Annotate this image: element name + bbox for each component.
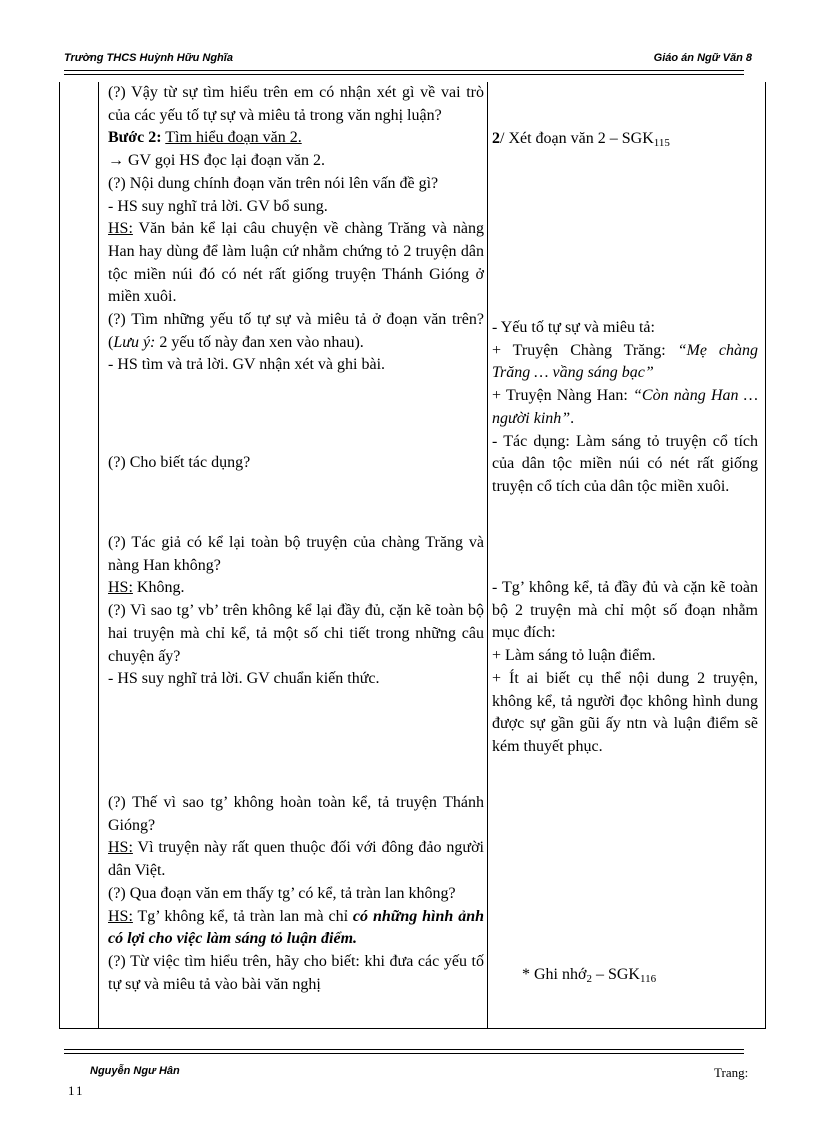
school-name: Trường THCS Huỳnh Hữu Nghĩa bbox=[64, 52, 233, 64]
memo-a: * Ghi nhớ bbox=[522, 966, 587, 983]
note-label: Lưu ý: bbox=[113, 333, 156, 351]
question-retell bbox=[108, 532, 484, 691]
step2-label: Bước 2: bbox=[108, 129, 162, 147]
paragraph-8: (?) Cho biết tác dụng? bbox=[108, 454, 251, 471]
hs-label-2: HS: bbox=[108, 579, 133, 597]
memo-line bbox=[492, 964, 758, 987]
section-2-title bbox=[492, 128, 758, 151]
paragraph-2: → GV gọi HS đọc lại đoạn văn 2. bbox=[108, 152, 326, 170]
hs-label-3: HS: bbox=[108, 839, 133, 857]
header-rule bbox=[64, 70, 744, 71]
paragraph-16 bbox=[108, 906, 484, 951]
subject-title: Giáo án Ngữ Văn 8 bbox=[653, 52, 752, 64]
paragraph-14 bbox=[108, 837, 484, 882]
right-line-4 bbox=[492, 385, 758, 430]
retell-reasons bbox=[492, 577, 758, 759]
question-role bbox=[108, 82, 484, 377]
activities-column bbox=[108, 82, 484, 1028]
column-divider-2 bbox=[487, 82, 488, 1028]
page-number: 11 bbox=[68, 1083, 85, 1098]
right-line-4-c: . bbox=[570, 409, 575, 427]
right-line-5: - Tác dụng: Làm sáng tỏ truyện cổ tích của dân tộc miền núi có nét rất giống truyện cổ tích của dân tộc miền xuôi. bbox=[492, 432, 758, 495]
paragraph-10 bbox=[108, 577, 484, 600]
right-line-2: - Yếu tố tự sự và miêu tả: bbox=[492, 319, 655, 336]
right-line-7: + Làm sáng tỏ luận điểm. bbox=[492, 647, 656, 665]
header-rule-2 bbox=[64, 74, 744, 75]
question-effect bbox=[108, 452, 484, 475]
right-line-3 bbox=[492, 340, 758, 385]
section-text: / Xét đoạn văn 2 – SGK bbox=[500, 130, 654, 147]
paragraph-6 bbox=[108, 309, 484, 354]
section-page: 115 bbox=[653, 137, 670, 149]
narrative-elements bbox=[492, 317, 758, 499]
paragraph-3: (?) Nội dung chính đoạn văn trên nói lên vấn đề gì? bbox=[108, 174, 439, 192]
hs-label-4: HS: bbox=[108, 907, 133, 925]
paragraph-11: (?) Vì sao tg’ vb’ trên không kể lại đầy đủ, cặn kẽ toàn bộ hai truyện mà chỉ kể, tả một số chi tiết trong những câu chuyện ấy? bbox=[108, 602, 484, 665]
paragraph-16-a: Tg’ không kể, tả tràn lan mà chỉ bbox=[132, 907, 353, 925]
paragraph-10-text: Không. bbox=[132, 579, 185, 597]
paragraph-17: (?) Từ việc tìm hiểu trên, hãy cho biết: khi đưa các yếu tố tự sự và miêu tả vào bài văn nghị bbox=[108, 952, 484, 993]
author-name: Nguyễn Ngư Hân bbox=[90, 1065, 180, 1077]
paragraph-5 bbox=[108, 218, 484, 309]
section-2-line bbox=[492, 128, 758, 151]
footer-rule-2 bbox=[64, 1053, 744, 1054]
paragraph-6-a: (?) Tìm những yếu tố tự sự và miêu tả ở đoạn văn trên? ( bbox=[108, 311, 484, 351]
hs-label: HS: bbox=[108, 220, 133, 238]
step2-heading bbox=[108, 127, 484, 150]
footer-rule bbox=[64, 1049, 744, 1050]
right-line-4-b: “Còn nàng Han … người kinh” bbox=[492, 387, 758, 427]
right-line-6: - Tg’ không kể, tả đầy đủ và cặn kẽ toàn bộ 2 truyện mà chỉ một số đoạn nhằm mục đích: bbox=[492, 579, 758, 642]
column-divider-1 bbox=[98, 82, 99, 1028]
paragraph-15: (?) Qua đoạn văn em thấy tg’ có kể, tả tràn lan không? bbox=[108, 884, 456, 902]
memo-sub-2: 116 bbox=[639, 973, 657, 985]
right-line-8: + Ít ai biết cụ thể nội dung 2 truyện, không kể, tả người đọc không hình dung được sự gần gũi ấy ntn và luận điểm sẽ kém thuyết phục. bbox=[492, 669, 758, 755]
paragraph-4: - HS suy nghĩ trả lời. GV bổ sung. bbox=[108, 197, 328, 215]
right-line-3-b: “Mẹ chàng Trăng … vầng sáng bạc” bbox=[492, 341, 758, 382]
paragraph-12: - HS suy nghĩ trả lời. GV chuẩn kiến thức. bbox=[108, 670, 380, 688]
paragraph-16-b: có những hình ảnh có lợi cho việc làm sáng tỏ luận điểm. bbox=[108, 907, 484, 948]
paragraph-9: (?) Tác giả có kể lại toàn bộ truyện của chàng Trăng và nàng Han không? bbox=[108, 534, 484, 574]
memo-note bbox=[492, 964, 758, 987]
memo-b: – SGK bbox=[591, 966, 640, 983]
paragraph-5-text: Văn bản kể lại câu chuyện về chàng Trăng và nàng Han hay dùng để làm luận cứ nhằm chứng tỏ 2 truyện dân tộc miền núi đó có nét rất giống truyện Thánh Gióng ở miền xuôi. bbox=[108, 220, 484, 306]
lesson-table bbox=[59, 82, 766, 1029]
paragraph-13: (?) Thế vì sao tg’ không hoàn toàn kể, tả truyện Thánh Gióng? bbox=[108, 794, 484, 834]
paragraph-1: (?) Vậy từ sự tìm hiểu trên em có nhận xét gì về vai trò của các yếu tố tự sự và miêu tả trong văn nghị luận? bbox=[108, 84, 484, 124]
paragraph-6-b: 2 yếu tố này đan xen vào nhau). bbox=[155, 333, 364, 351]
paragraph-7: - HS tìm và trả lời. GV nhận xét và ghi bài. bbox=[108, 356, 386, 374]
content-column bbox=[492, 82, 758, 1028]
question-thanh-giong bbox=[108, 792, 484, 996]
right-line-3-a: + Truyện Chàng Trăng: bbox=[492, 341, 678, 359]
section-number: 2 bbox=[492, 130, 500, 147]
paragraph-14-text: Vì truyện này rất quen thuộc đối với đông đảo người dân Việt. bbox=[108, 839, 484, 880]
memo-sub-1: 2 bbox=[586, 973, 592, 985]
page-label: Trang: bbox=[714, 1065, 749, 1080]
right-line-4-a: + Truyện Nàng Han: bbox=[492, 387, 633, 405]
step2-title: Tìm hiểu đoạn văn 2. bbox=[165, 129, 302, 147]
